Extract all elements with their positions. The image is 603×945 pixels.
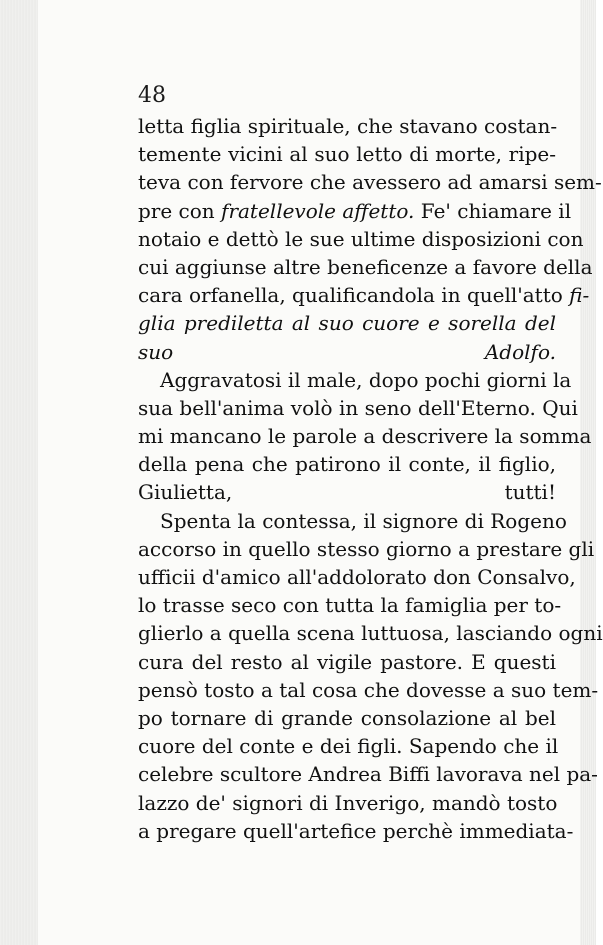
text-run: mi mancano le parole a descrivere la somma [138,424,592,449]
text-line [138,450,556,478]
text-line [138,253,593,281]
text-run: temente vicini al suo letto di morte, ripe- [138,142,556,167]
text-run: accorso in quello stesso giorno a prestare gli [138,536,595,561]
text-run: a pregare quell'artefice perchè immediata- [138,818,574,843]
text-run: po tornare di grande consolazione al bel [138,705,556,730]
text-line [138,619,603,647]
text-run: della pena che patirono il conte, il figlio, [138,452,556,477]
text-run: Fe' chiamare il [414,198,572,223]
text-run: pre con [138,198,222,223]
text-run: sua bell'anima volò in seno dell'Eterno. Qui [138,395,578,420]
text-run: cura del resto al vigile pastore. E questi [138,649,556,674]
text-line [138,309,556,337]
text-run: teva con fervore che avessero ad amarsi sem- [138,170,602,195]
text-line [138,591,562,619]
text-line [138,563,576,591]
page-binding-edge [0,0,38,945]
text-line [138,648,556,676]
italic-text-run: glia prediletta al suo cuore e sorella del [138,311,556,336]
text-line [138,422,592,450]
text-line [138,732,559,760]
text-run: pensò tosto a tal cosa che dovesse a suo tem- [138,677,599,702]
text-line [138,535,595,563]
text-line [138,478,556,506]
text-run: celebre scultore Andrea Biffi lavorava nel pa- [138,762,598,787]
text-run: glierlo a quella scena luttuosa, lasciando ogni [138,621,603,646]
text-run: Spenta la contessa, il signore di Rogeno [160,508,567,533]
text-run: Giulietta, tutti! [138,480,556,505]
text-run: letta figlia spirituale, che stavano costan- [138,114,558,138]
italic-text-run: fi- [569,283,590,308]
page-number: 48 [138,83,166,108]
text-run: ufficii d'amico all'addolorato don Consalvo, [138,565,576,589]
text-line [138,676,599,704]
text-line [138,225,584,253]
body-text [138,112,603,845]
text-line [138,789,556,817]
text-run: Aggravatosi il male, dopo pochi giorni la [160,367,572,392]
page-outer-edge [580,0,596,945]
text-line [138,197,572,225]
text-line [138,168,602,196]
text-run: notaio e dettò le sue ultime disposizioni con [138,226,584,251]
text-run: cui aggiunse altre beneficenze a favore della [138,254,593,279]
text-line [138,338,556,366]
text-line [138,704,556,732]
text-line [138,817,574,845]
text-run: cuore del conte e dei figli. Sapendo che il [138,734,559,759]
text-line [138,281,590,309]
text-run: lazzo de' signori di Inverigo, mandò tosto [138,790,558,815]
italic-text-run: suo Adolfo. [138,339,556,364]
italic-text-run: fratellevole affetto. [221,198,415,223]
text-line [138,366,572,394]
text-line [138,140,556,168]
text-run: cara orfanella, qualificandola in quell'atto [138,283,570,308]
text-line [138,112,556,140]
text-line [138,394,578,422]
text-line [138,760,598,788]
text-line [138,507,567,535]
text-run: lo trasse seco con tutta la famiglia per to- [138,593,562,618]
